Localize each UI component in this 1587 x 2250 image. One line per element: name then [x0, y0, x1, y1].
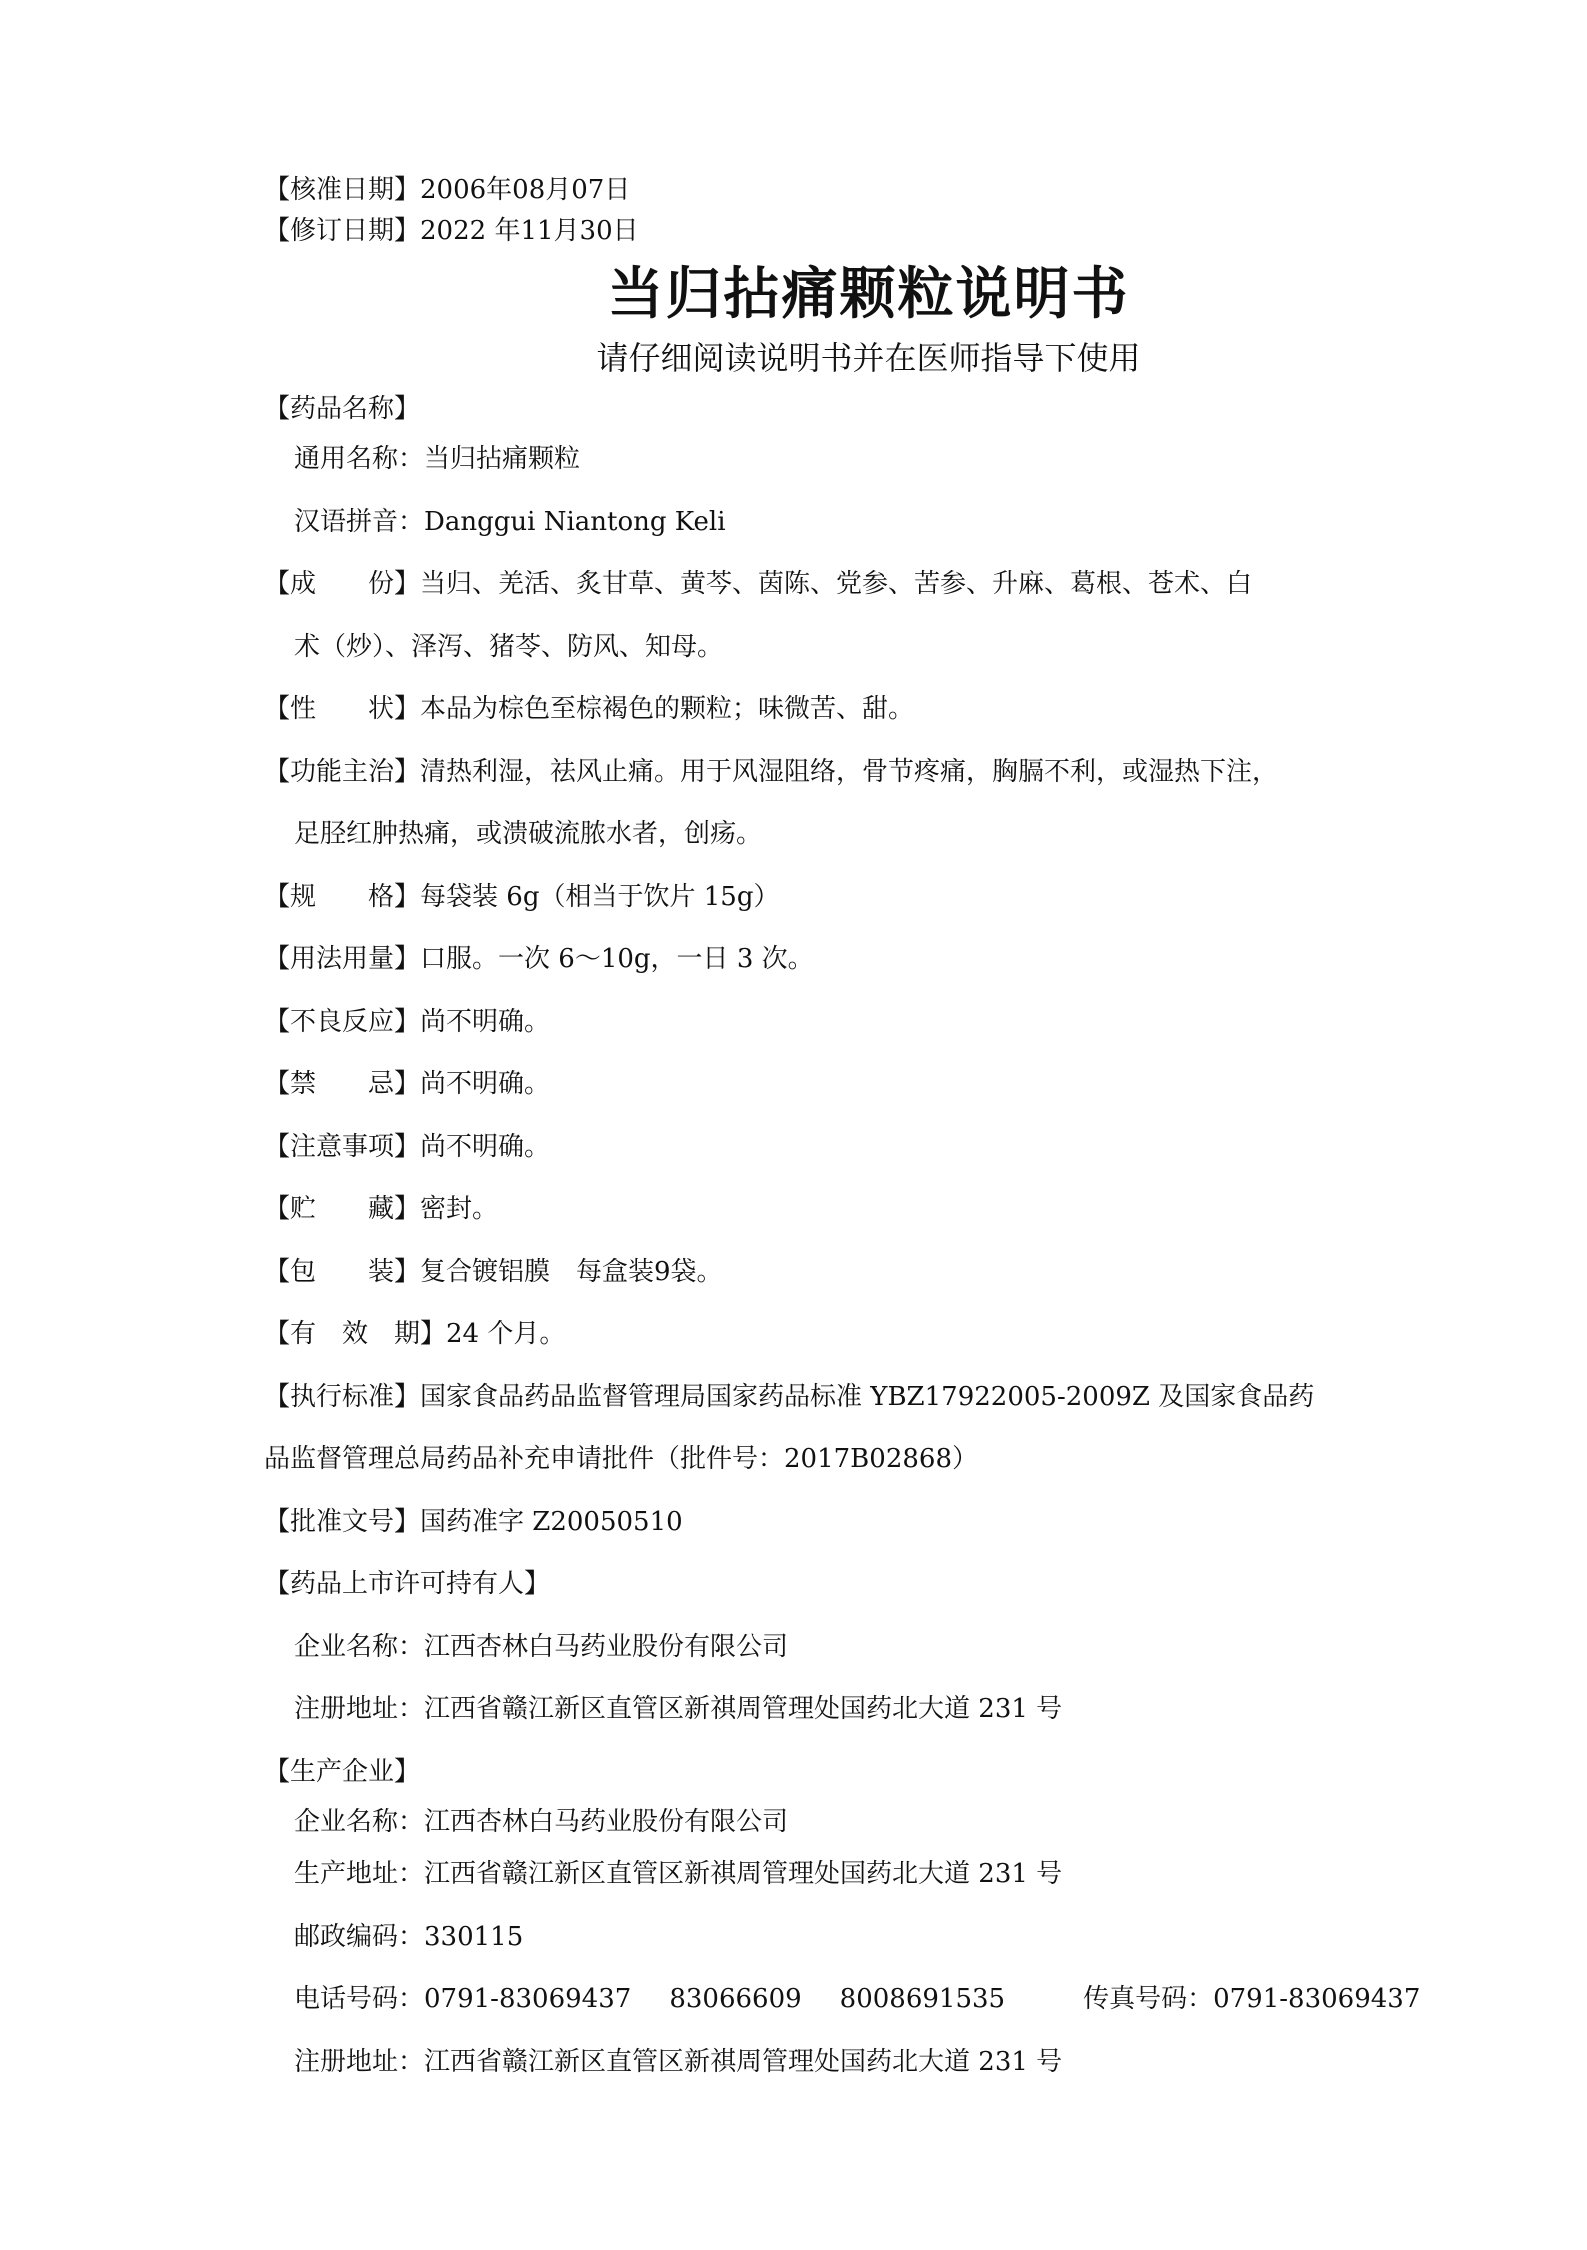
storage-value: 密封。 [420, 1194, 499, 1224]
composition-line-1 [264, 567, 1252, 601]
fax-label: 传真号码： [1083, 1984, 1214, 2014]
generic-name [294, 442, 580, 476]
production-address-label: 生产地址： [294, 1859, 425, 1889]
validity-value: 24 个月。 [446, 1319, 566, 1349]
registered-address-label: 注册地址： [294, 2047, 425, 2077]
contraindications-value: 尚不明确。 [420, 1069, 551, 1099]
postcode-row [294, 1920, 523, 1954]
drug-name-heading: 【药品名称】 [264, 394, 421, 424]
approval-number-label: 【批准文号】 [264, 1507, 421, 1537]
precautions-row [264, 1130, 550, 1164]
mah-address-label: 注册地址： [294, 1694, 425, 1724]
contraindications-label: 【禁 忌】 [264, 1069, 421, 1099]
standard-label: 【执行标准】 [264, 1382, 421, 1412]
revision-date-value: 2022 年11月30日 [420, 216, 639, 246]
mah-heading: 【药品上市许可持有人】 [264, 1569, 551, 1599]
composition-text-1: 当归、羌活、炙甘草、黄芩、茵陈、党参、苦参、升麻、葛根、苍术、白 [420, 569, 1253, 599]
validity-label: 【有 效 期】 [264, 1319, 447, 1349]
phone-number-3: 8008691535 [839, 1984, 1006, 2014]
approval-number-row [264, 1505, 683, 1539]
dosage-row [264, 942, 814, 976]
manufacturer-company-value: 江西杏林白马药业股份有限公司 [424, 1807, 789, 1837]
phone-label: 电话号码： [294, 1984, 425, 2014]
approval-date-value: 2006年08月07日 [420, 175, 631, 205]
pinyin-value: Danggui Niantong Keli [424, 507, 726, 537]
approval-date-label: 【核准日期】 [264, 175, 421, 205]
properties-label: 【性 状】 [264, 694, 421, 724]
phone-fax-row [294, 1982, 1420, 2016]
registered-address [294, 2045, 1062, 2079]
contraindications-row [264, 1067, 550, 1101]
manufacturer-heading: 【生产企业】 [264, 1757, 421, 1787]
packaging-value: 复合镀铝膜 每盒装9袋。 [420, 1257, 723, 1287]
storage-row [264, 1192, 498, 1226]
storage-label: 【贮 藏】 [264, 1194, 421, 1224]
adverse-label: 【不良反应】 [264, 1007, 421, 1037]
mah-company-label: 企业名称： [294, 1632, 425, 1662]
registered-address-value: 江西省赣江新区直管区新祺周管理处国药北大道 231 号 [424, 2047, 1063, 2077]
properties-row [264, 692, 914, 726]
composition-label: 【成 份】 [264, 569, 421, 599]
postcode-value: 330115 [424, 1922, 524, 1952]
production-address [294, 1857, 1062, 1891]
packaging-label: 【包 装】 [264, 1257, 421, 1287]
fax-value: 0791-83069437 [1213, 1984, 1421, 2014]
document-title: 当归拈痛颗粒说明书 [607, 262, 1130, 327]
specification-value: 每袋装 6g（相当于饮片 15g） [420, 882, 780, 912]
composition-line-2: 术（炒）、泽泻、猪苓、防风、知母。 [294, 632, 724, 662]
revision-date [264, 214, 639, 248]
adverse-row [264, 1005, 550, 1039]
approval-date [264, 173, 630, 207]
standard-line-1 [264, 1380, 1314, 1414]
approval-number-value: 国药准字 Z20050510 [420, 1507, 683, 1537]
manufacturer-company-label: 企业名称： [294, 1807, 425, 1837]
mah-company-value: 江西杏林白马药业股份有限公司 [424, 1632, 789, 1662]
postcode-label: 邮政编码： [294, 1922, 425, 1952]
mah-address [294, 1692, 1062, 1726]
packaging-row [264, 1255, 723, 1289]
precautions-label: 【注意事项】 [264, 1132, 421, 1162]
dosage-value: 口服。一次 6～10g，一日 3 次。 [420, 944, 814, 974]
mah-company [294, 1630, 788, 1664]
indications-line-2: 足胫红肿热痛，或溃破流脓水者，创疡。 [294, 819, 763, 849]
generic-name-value: 当归拈痛颗粒 [424, 444, 581, 474]
pinyin-label: 汉语拼音： [294, 507, 425, 537]
specification-row [264, 880, 779, 914]
production-address-value: 江西省赣江新区直管区新祺周管理处国药北大道 231 号 [424, 1859, 1063, 1889]
properties-value: 本品为棕色至棕褐色的颗粒；味微苦、甜。 [420, 694, 915, 724]
generic-name-label: 通用名称： [294, 444, 425, 474]
phone-number-1: 0791-83069437 [424, 1984, 632, 2014]
precautions-value: 尚不明确。 [420, 1132, 551, 1162]
dosage-label: 【用法用量】 [264, 944, 421, 974]
adverse-value: 尚不明确。 [420, 1007, 551, 1037]
revision-date-label: 【修订日期】 [264, 216, 421, 246]
document-subtitle: 请仔细阅读说明书并在医师指导下使用 [596, 339, 1141, 377]
mah-address-value: 江西省赣江新区直管区新祺周管理处国药北大道 231 号 [424, 1694, 1063, 1724]
specification-label: 【规 格】 [264, 882, 421, 912]
manufacturer-company [294, 1805, 788, 1839]
indications-label: 【功能主治】 [264, 757, 421, 787]
indications-line-1 [264, 755, 1278, 789]
phone-number-2: 83066609 [669, 1984, 802, 2014]
pinyin-name [294, 505, 726, 539]
standard-text-1: 国家食品药品监督管理局国家药品标准 YBZ17922005-2009Z 及国家食品药 [420, 1382, 1315, 1412]
validity-row [264, 1317, 565, 1351]
indications-text-1: 清热利湿，祛风止痛。用于风湿阻络，骨节疼痛，胸膈不利，或湿热下注， [420, 757, 1279, 787]
standard-line-2: 品监督管理总局药品补充申请批件（批件号：2017B02868） [264, 1444, 978, 1474]
